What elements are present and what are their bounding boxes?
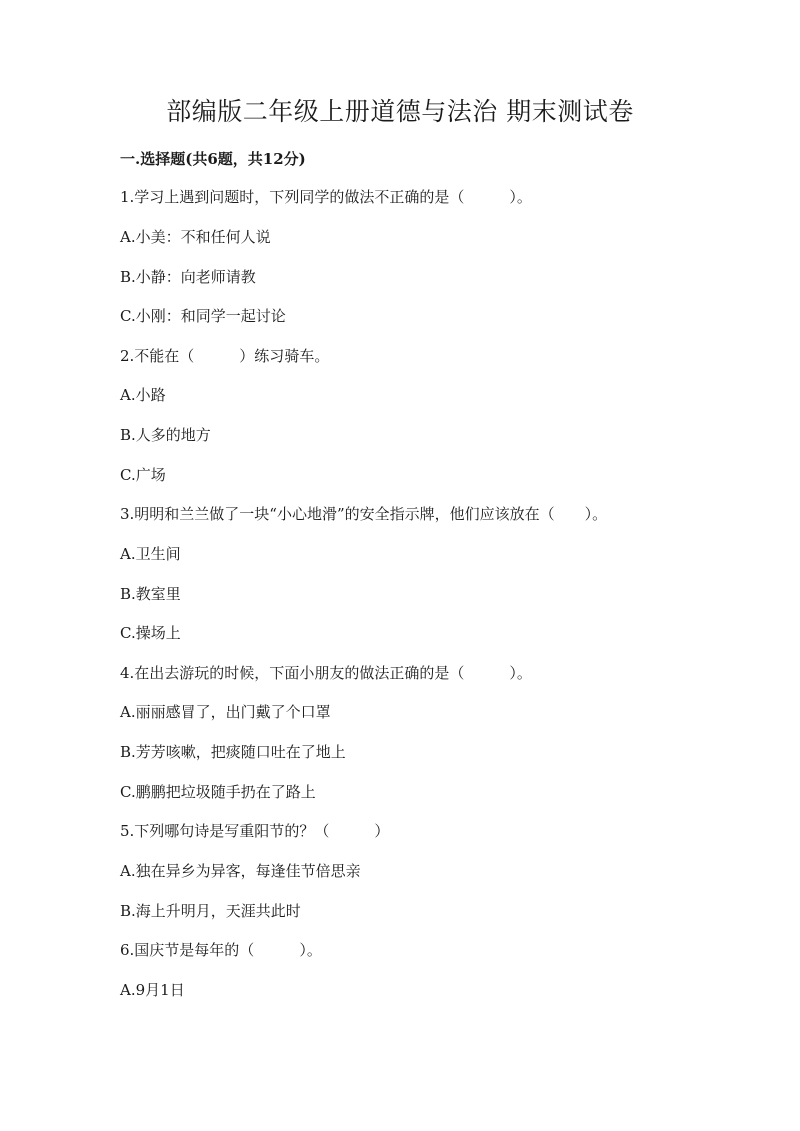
question-4-option-b: B.芳芳咳嗽，把痰随口吐在了地上 — [120, 743, 346, 761]
question-1-option-b: B.小静：向老师请教 — [120, 268, 256, 286]
question-3-option-c: C.操场上 — [120, 624, 181, 642]
page-title: 部编版二年级上册道德与法治 期末测试卷 — [166, 97, 634, 126]
question-3-stem: 3.明明和兰兰做了一块“小心地滑”的安全指示牌，他们应该放在（ ）。 — [120, 505, 608, 523]
question-2-stem: 2.不能在（ ）练习骑车。 — [120, 347, 330, 365]
question-4-option-c: C.鹏鹏把垃圾随手扔在了路上 — [120, 783, 316, 801]
question-3-option-b: B.教室里 — [120, 585, 181, 603]
question-6-stem: 6.国庆节是每年的（ ）。 — [120, 941, 322, 959]
question-5-option-b: B.海上升明月，天涯共此时 — [120, 902, 301, 920]
question-1-option-c: C.小刚：和同学一起讨论 — [120, 307, 286, 325]
question-4-option-a: A.丽丽感冒了，出门戴了个口罩 — [120, 703, 331, 721]
question-1-stem: 1.学习上遇到问题时，下列同学的做法不正确的是（ ）。 — [120, 188, 532, 206]
question-6-option-a: A.9月1日 — [120, 981, 185, 999]
question-4-stem: 4.在出去游玩的时候，下面小朋友的做法正确的是（ ）。 — [120, 664, 532, 682]
question-5-option-a: A.独在异乡为异客，每逢佳节倍思亲 — [120, 862, 361, 880]
question-2-option-b: B.人多的地方 — [120, 426, 211, 444]
question-3-option-a: A.卫生间 — [120, 545, 181, 563]
section-heading: 一.选择题(共6题，共12分) — [120, 150, 306, 168]
question-5-stem: 5.下列哪句诗是写重阳节的？（ ） — [120, 822, 390, 840]
question-2-option-a: A.小路 — [120, 386, 166, 404]
question-2-option-c: C.广场 — [120, 466, 166, 484]
question-1-option-a: A.小美：不和任何人说 — [120, 228, 271, 246]
